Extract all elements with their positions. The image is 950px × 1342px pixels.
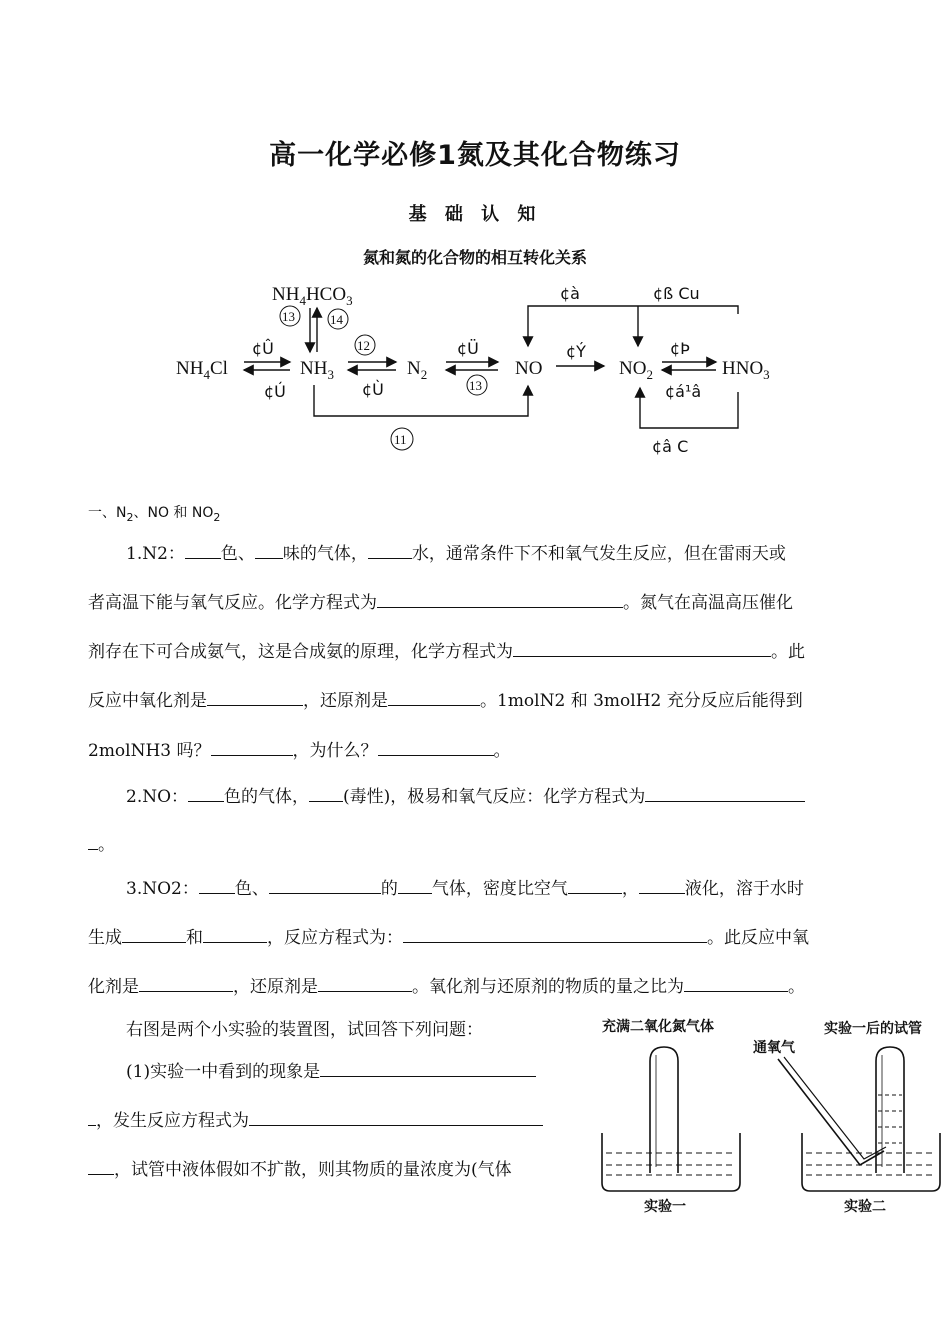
q1-line1: 1.N2： 色、 味的气体， 水，通常条件下不和氧气发生反应，但在雷雨天或 [126,544,786,564]
label-1: ¢Û [252,339,274,358]
q3-line1: 3.NO2： 色、 的 气体，密度比空气 ， 液化，溶于水时 [126,879,804,899]
q1-line4: 反应中氧化剂是 ，还原剂是 。1molN2 和 3molH2 充分反应后能得到 [88,691,803,711]
circle-13b: 13 [469,378,482,393]
q3-line3: 化剂是 ，还原剂是 。氧化剂与还原剂的物质的量之比为 。 [88,977,805,997]
node-nh4cl: $NH_4Cl$ [176,358,228,382]
q1-line3: 剂存在下可合成氨气，这是合成氨的原理，化学方程式为 。此 [88,642,805,662]
circle-11: 11 [394,432,407,447]
diagram-title: 氮和氮的化合物的相互转化关系 [362,248,587,267]
q3-line2: 生成 和 ，反应方程式为： 。此反应中氧 [88,928,809,948]
label-4: ¢Ü [457,339,479,358]
node-no2: $NO_2$ [619,358,653,382]
label-9: ¢ß Cu [653,284,700,303]
node-no: NO [515,358,543,379]
label-2: ¢Ú [264,382,286,401]
node-hno3: $HNO_3$ [722,358,770,382]
conversion-diagram [160,270,800,470]
label-3: ¢Ù [362,380,384,399]
exp-p3: ，试管中液体假如不扩散，则其物质的量浓度为(气体 [88,1159,512,1180]
exp-intro: 右图是两个小实验的装置图，试回答下列问题： [126,1020,483,1040]
label-after: 实验一后的试管 [824,1021,922,1037]
node-n2: $N_2$ [407,358,428,382]
label-10: ¢â C [652,437,689,456]
q1-line5: 2molNH3 吗？ ，为什么？ 。 [88,741,511,761]
page-title: 高一化学必修1氮及其化合物练习 [269,140,681,171]
section-subtitle: 基 础 认 知 [408,204,542,225]
label-6: ¢Þ [670,339,690,358]
q2-line1: 2.NO： 色的气体， (毒性)，极易和氧气反应：化学方程式为 [126,786,900,807]
exp-p2: ，发生反应方程式为 [88,1110,543,1131]
node-nh3: $NH_3$ [300,358,334,382]
label-exp2: 实验二 [844,1199,886,1215]
label-7: ¢á¹â [665,382,702,401]
label-full-no2: 充满二氧化氮气体 [602,1019,714,1035]
q1-line2: 者高温下能与氧气反应。化学方程式为 。氮气在高温高压催化 [88,593,793,613]
label-exp1: 实验一 [644,1199,686,1215]
apparatus-figure [598,1015,943,1215]
node-nh4hco3: $NH_4HCO_3$ [272,284,353,308]
label-oxygen: 通氧气 [753,1040,795,1056]
exp-p1: (1)实验一中看到的现象是 [126,1061,536,1082]
label-8: ¢à [560,284,580,303]
circle-12: 12 [357,338,370,353]
q2-line2: 。 [88,834,862,855]
label-5: ¢Ý [566,342,586,361]
circle-14: 14 [330,312,343,327]
section-heading: 一、$N_2$、NO 和 $NO_2$ [88,505,221,524]
circle-13a: 13 [282,309,295,324]
